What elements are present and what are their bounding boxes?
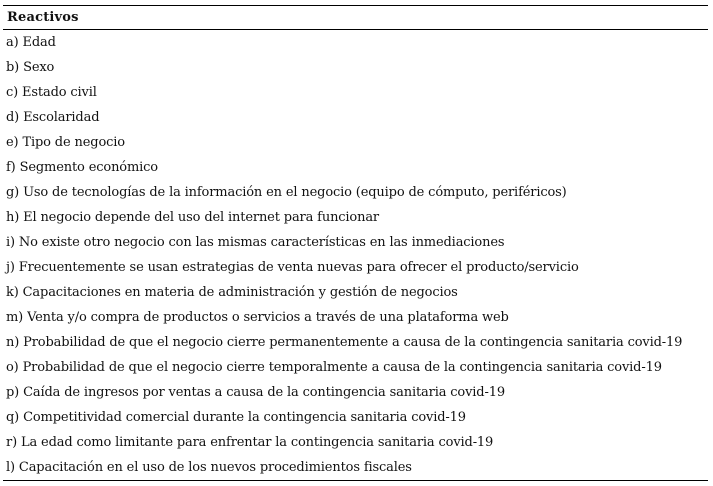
- table-row: m) Venta y/o compra de productos o servicios a través de una plataforma web: [6, 310, 509, 325]
- table-row: d) Escolaridad: [6, 110, 100, 125]
- table-row: f) Segmento económico: [6, 160, 158, 175]
- table-row: b) Sexo: [6, 60, 55, 75]
- table-row: r) La edad como limitante para enfrentar la contingencia sanitaria covid-19: [6, 435, 494, 450]
- table-header: Reactivos: [3, 6, 708, 30]
- table-row: j) Frecuentemente se usan estrategias de venta nuevas para ofrecer el producto/servicio: [6, 260, 579, 275]
- table-row: a) Edad: [6, 35, 56, 50]
- table-row: q) Competitividad comercial durante la contingencia sanitaria covid-19: [6, 410, 466, 425]
- table-row: i) No existe otro negocio con las mismas características en las inmediaciones: [6, 235, 505, 250]
- table-row: h) El negocio depende del uso del internet para funcionar: [6, 210, 379, 225]
- table-row: l) Capacitación en el uso de los nuevos procedimientos fiscales: [6, 460, 412, 475]
- table-row: n) Probabilidad de que el negocio cierre permanentemente a causa de la contingencia sanitaria covid-19: [6, 335, 683, 350]
- table-row: o) Probabilidad de que el negocio cierre temporalmente a causa de la contingencia sanitaria covid-19: [6, 360, 662, 375]
- table-row: c) Estado civil: [6, 85, 97, 100]
- table-row: p) Caída de ingresos por ventas a causa de la contingencia sanitaria covid-19: [6, 385, 505, 400]
- table-row: e) Tipo de negocio: [6, 135, 125, 150]
- table-row: g) Uso de tecnologías de la información en el negocio (equipo de cómputo, periféricos): [6, 185, 567, 200]
- table-row: k) Capacitaciones en materia de administración y gestión de negocios: [6, 285, 458, 300]
- reactivos-table: [3, 5, 708, 481]
